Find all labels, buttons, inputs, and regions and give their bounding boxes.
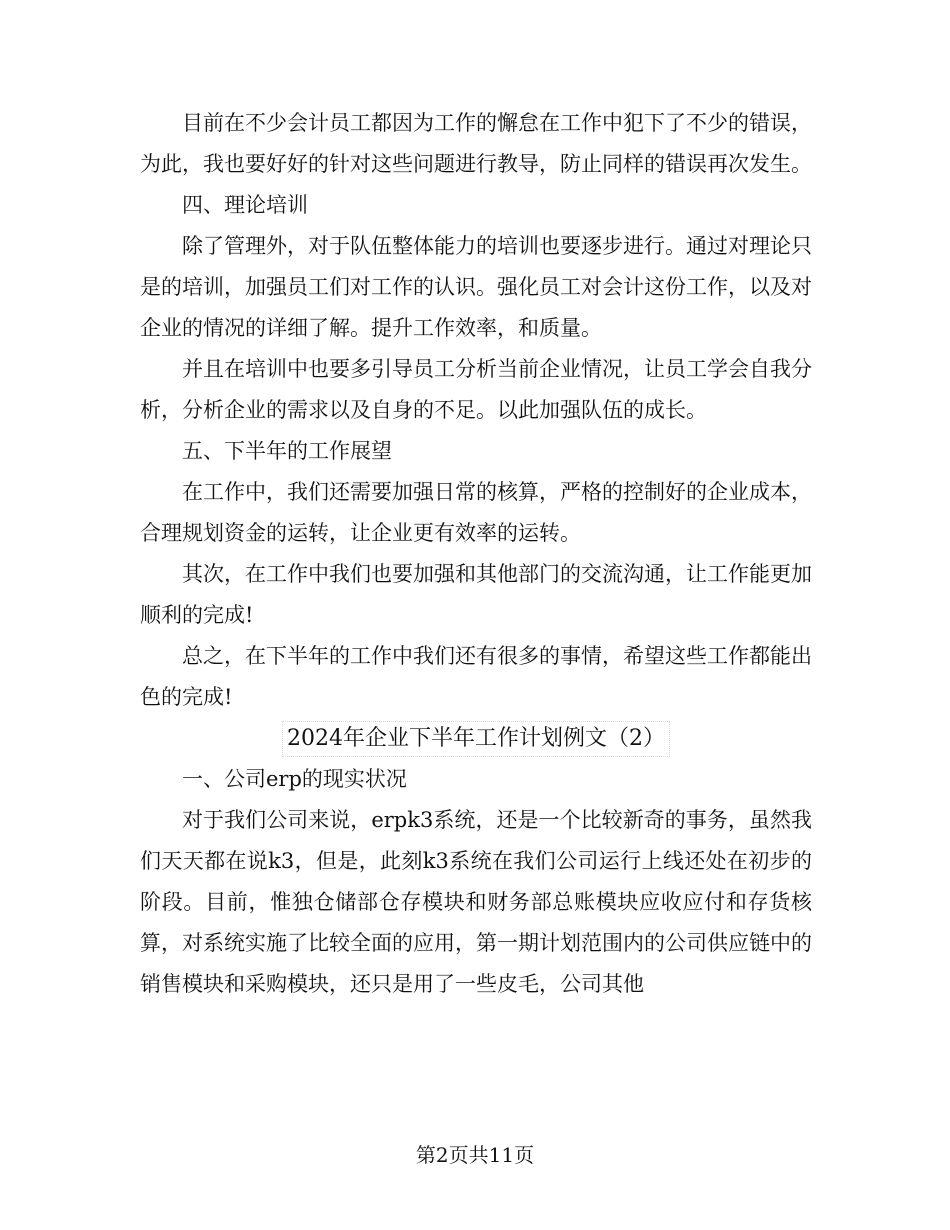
paragraph: 总之，在下半年的工作中我们还有很多的事情，希望这些工作都能出色的完成! xyxy=(140,644,812,709)
paragraph: 对于我们公司来说，erpk3系统，还是一个比较新奇的事务，虽然我们天天都在说k3，但是，此刻k3系统在我们公司运行上线还处在初步的阶段。目前，惟独仓储部仓存模块和财务部总账模块应收应付和存货核算，对系统实施了比较全面的应用，第一期计划范围内的公司供应链中的销售模块和采购模块，还只是用了一些皮毛，公司其他 xyxy=(140,808,812,996)
document-page xyxy=(140,103,812,1005)
section-heading: 五、下半年的工作展望 xyxy=(182,439,392,463)
paragraph: 在工作中，我们还需要加强日常的核算，严格的控制好的企业成本，合理规划资金的运转，让企业更有效率的运转。 xyxy=(140,480,812,545)
paragraph: 其次，在工作中我们也要加强和其他部门的交流沟通，让工作能更加顺利的完成! xyxy=(140,562,812,627)
paragraph: 并且在培训中也要多引导员工分析当前企业情况，让员工学会自我分析，分析企业的需求以及自身的不足。以此加强队伍的成长。 xyxy=(140,357,812,422)
page-number-footer: 第2页共11页 xyxy=(415,1143,535,1167)
paragraph: 除了管理外，对于队伍整体能力的培训也要逐步进行。通过对理论只是的培训，加强员工们对工作的认识。强化员工对会计这份工作，以及对企业的情况的详细了解。提升工作效率，和质量。 xyxy=(140,234,812,340)
document-title-text: 2024年企业下半年工作计划例文（2） xyxy=(282,721,670,757)
section-heading: 四、理论培训 xyxy=(182,193,308,217)
document-title xyxy=(140,718,812,759)
section-heading: 一、公司erp的现实状况 xyxy=(182,767,407,791)
paragraph: 目前在不少会计员工都因为工作的懈怠在工作中犯下了不少的错误，为此，我也要好好的针对这些问题进行教导，防止同样的错误再次发生。 xyxy=(140,111,812,176)
